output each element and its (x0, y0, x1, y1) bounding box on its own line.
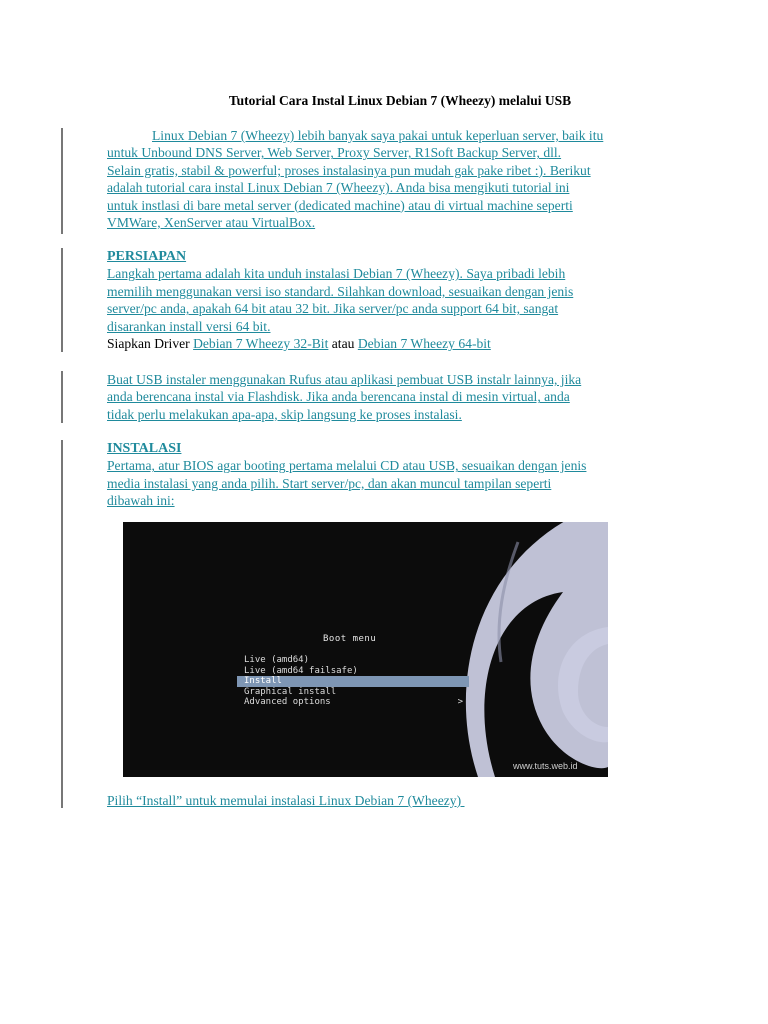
change-bar (61, 248, 63, 352)
caption (107, 792, 707, 809)
debian-swirl-icon (123, 522, 608, 777)
instalasi-line-3[interactable]: dibawah ini: (107, 493, 175, 509)
persiapan-line-2[interactable]: memilih menggunakan versi iso standard. Silahkan download, sesuaikan dengan jenis (107, 283, 574, 299)
driver-sep: atau (331, 336, 355, 352)
usb-line-1[interactable]: Buat USB instaler menggunakan Rufus atau aplikasi pembuat USB instalr lainnya, jika (107, 372, 582, 387)
intro-paragraph (107, 127, 707, 231)
instalasi-section (107, 440, 707, 510)
persiapan-line-1[interactable]: Langkah pertama adalah kita unduh instalasi Debian 7 (Wheezy). Saya pribadi lebih (107, 266, 566, 282)
boot-item-live[interactable]: Live (amd64) (244, 655, 310, 665)
intro-line-5[interactable]: untuk instlasi di bare metal server (dedicated machine) atau di virtual machine seperti (107, 197, 573, 213)
change-bar (61, 440, 63, 808)
intro-line-6[interactable]: VMWare, XenServer atau VirtualBox. (107, 215, 316, 231)
intro-line-4[interactable]: adalah tutorial cara instal Linux Debian 7 (Wheezy). Anda bisa mengikuti tutorial ini (107, 180, 570, 196)
persiapan-section (107, 248, 707, 352)
boot-menu-list (237, 655, 469, 708)
boot-item-graphical-install[interactable]: Graphical install (244, 686, 337, 697)
driver-link-32[interactable]: Debian 7 Wheezy 32-Bit (193, 336, 329, 352)
instalasi-heading[interactable]: INSTALASI (107, 441, 182, 456)
boot-item-live-failsafe[interactable]: Live (amd64 failsafe) (244, 665, 358, 676)
driver-link-64[interactable]: Debian 7 Wheezy 64-bit (357, 336, 491, 352)
persiapan-line-3[interactable]: server/pc anda, apakah 64 bit atau 32 bit. Jika server/pc anda support 64 bit, sangat (107, 301, 559, 317)
document-title: Tutorial Cara Instal Linux Debian 7 (Wheezy) melalui USB (228, 93, 572, 108)
chevron-right-icon: > (457, 697, 463, 708)
persiapan-heading[interactable]: PERSIAPAN (107, 249, 187, 264)
usb-line-2[interactable]: anda berencana instal via Flashdisk. Jika anda berencana instal di mesin virtual, anda (107, 389, 570, 405)
caption-text[interactable]: Pilih “Install” untuk memulai instalasi Linux Debian 7 (Wheezy) (107, 793, 465, 808)
instalasi-line-2[interactable]: media instalasi yang anda pilih. Start server/pc, dan akan muncul tampilan seperti (107, 475, 552, 491)
boot-menu-title: Boot menu (323, 634, 377, 644)
usb-line-3[interactable]: tidak perlu melakukan apa-apa, skip langsung ke proses instalasi. (107, 406, 462, 422)
boot-item-install[interactable]: Install (237, 676, 469, 687)
boot-item-advanced-options[interactable]: Advanced options > (244, 697, 463, 708)
intro-line-2[interactable]: untuk Unbound DNS Server, Web Server, Proxy Server, R1Soft Backup Server, dll. (107, 145, 562, 161)
intro-line-3[interactable]: Selain gratis, stabil & powerful; proses instalasinya pun mudah gak pake ribet :). Berikut (107, 162, 591, 178)
intro-line-1[interactable]: Linux Debian 7 (Wheezy) lebih banyak saya pakai untuk keperluan server, baik itu (152, 128, 604, 143)
driver-prefix: Siapkan Driver (107, 336, 190, 352)
change-bar (61, 371, 63, 423)
instalasi-line-1[interactable]: Pertama, atur BIOS agar booting pertama melalui CD atau USB, sesuaikan dengan jenis (107, 458, 587, 474)
driver-line (107, 335, 707, 352)
persiapan-line-4[interactable]: disarankan install versi 64 bit. (107, 318, 271, 334)
change-bar (61, 128, 63, 234)
watermark: www.tuts.web.id (513, 761, 578, 771)
usb-paragraph (107, 371, 707, 423)
boot-menu-screenshot (123, 522, 608, 777)
